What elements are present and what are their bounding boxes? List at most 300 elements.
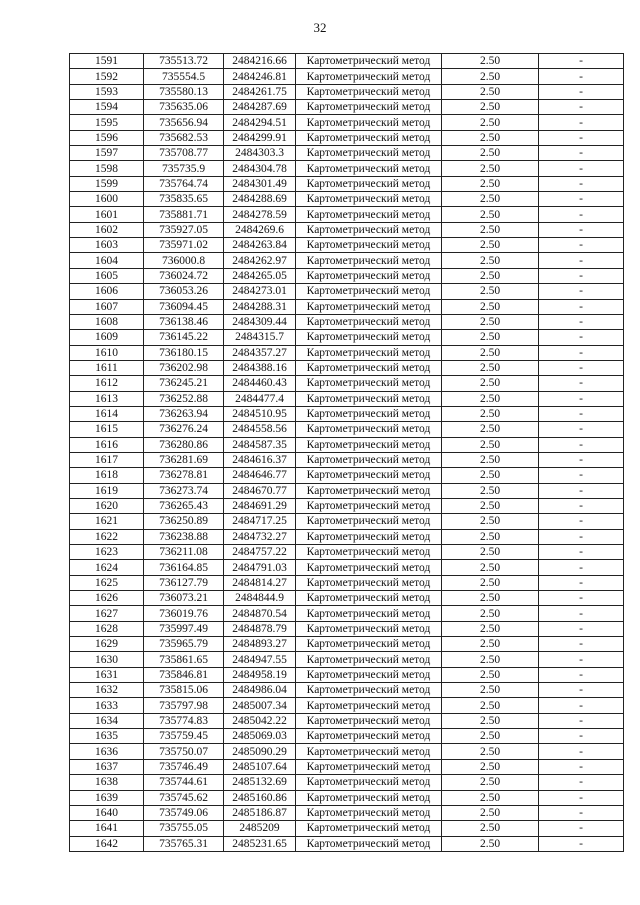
note-cell: -: [539, 146, 624, 161]
table-row: [70, 713, 624, 728]
note-cell: -: [539, 268, 624, 283]
note-cell: -: [539, 314, 624, 329]
method-cell: Картометрический метод: [296, 299, 442, 314]
point-number-cell: 1623: [70, 545, 144, 560]
point-number-cell: 1598: [70, 161, 144, 176]
y-coordinate-cell: 2484216.66: [224, 54, 296, 69]
table-row: [70, 652, 624, 667]
y-coordinate-cell: 2485132.69: [224, 775, 296, 790]
point-number-cell: 1618: [70, 468, 144, 483]
y-coordinate-cell: 2485209: [224, 821, 296, 836]
method-cell: Картометрический метод: [296, 606, 442, 621]
y-coordinate-cell: 2484510.95: [224, 406, 296, 421]
table-row: [70, 468, 624, 483]
accuracy-cell: 2.50: [442, 606, 539, 621]
point-number-cell: 1603: [70, 238, 144, 253]
point-number-cell: 1625: [70, 575, 144, 590]
table-row: [70, 667, 624, 682]
note-cell: -: [539, 161, 624, 176]
y-coordinate-cell: 2484587.35: [224, 437, 296, 452]
point-number-cell: 1619: [70, 483, 144, 498]
accuracy-cell: 2.50: [442, 299, 539, 314]
method-cell: Картометрический метод: [296, 468, 442, 483]
y-coordinate-cell: 2484670.77: [224, 483, 296, 498]
method-cell: Картометрический метод: [296, 284, 442, 299]
method-cell: Картометрический метод: [296, 54, 442, 69]
table-row: [70, 452, 624, 467]
point-number-cell: 1632: [70, 683, 144, 698]
y-coordinate-cell: 2485090.29: [224, 744, 296, 759]
accuracy-cell: 2.50: [442, 176, 539, 191]
accuracy-cell: 2.50: [442, 391, 539, 406]
x-coordinate-cell: 735682.53: [144, 130, 224, 145]
y-coordinate-cell: 2484460.43: [224, 376, 296, 391]
x-coordinate-cell: 735755.05: [144, 821, 224, 836]
method-cell: Картометрический метод: [296, 130, 442, 145]
y-coordinate-cell: 2484947.55: [224, 652, 296, 667]
accuracy-cell: 2.50: [442, 54, 539, 69]
note-cell: -: [539, 514, 624, 529]
point-number-cell: 1591: [70, 54, 144, 69]
x-coordinate-cell: 735708.77: [144, 146, 224, 161]
table-row: [70, 299, 624, 314]
table-row: [70, 759, 624, 774]
x-coordinate-cell: 736164.85: [144, 560, 224, 575]
note-cell: -: [539, 744, 624, 759]
note-cell: -: [539, 498, 624, 513]
table-row: [70, 115, 624, 130]
y-coordinate-cell: 2485186.87: [224, 805, 296, 820]
method-cell: Картометрический метод: [296, 161, 442, 176]
note-cell: -: [539, 560, 624, 575]
accuracy-cell: 2.50: [442, 360, 539, 375]
table-row: [70, 437, 624, 452]
note-cell: -: [539, 192, 624, 207]
y-coordinate-cell: 2484757.22: [224, 545, 296, 560]
accuracy-cell: 2.50: [442, 775, 539, 790]
note-cell: -: [539, 713, 624, 728]
x-coordinate-cell: 735774.83: [144, 713, 224, 728]
method-cell: Картометрический метод: [296, 698, 442, 713]
point-number-cell: 1592: [70, 69, 144, 84]
x-coordinate-cell: 736094.45: [144, 299, 224, 314]
x-coordinate-cell: 735971.02: [144, 238, 224, 253]
method-cell: Картометрический метод: [296, 192, 442, 207]
method-cell: Картометрический метод: [296, 69, 442, 84]
x-coordinate-cell: 736180.15: [144, 345, 224, 360]
accuracy-cell: 2.50: [442, 821, 539, 836]
accuracy-cell: 2.50: [442, 268, 539, 283]
table-row: [70, 100, 624, 115]
x-coordinate-cell: 736273.74: [144, 483, 224, 498]
point-number-cell: 1635: [70, 729, 144, 744]
accuracy-cell: 2.50: [442, 376, 539, 391]
y-coordinate-cell: 2484309.44: [224, 314, 296, 329]
method-cell: Картометрический метод: [296, 330, 442, 345]
note-cell: -: [539, 406, 624, 421]
point-number-cell: 1593: [70, 84, 144, 99]
y-coordinate-cell: 2485107.64: [224, 759, 296, 774]
method-cell: Картометрический метод: [296, 222, 442, 237]
point-number-cell: 1613: [70, 391, 144, 406]
accuracy-cell: 2.50: [442, 836, 539, 851]
accuracy-cell: 2.50: [442, 238, 539, 253]
x-coordinate-cell: 736265.43: [144, 498, 224, 513]
point-number-cell: 1638: [70, 775, 144, 790]
accuracy-cell: 2.50: [442, 253, 539, 268]
note-cell: -: [539, 575, 624, 590]
point-number-cell: 1600: [70, 192, 144, 207]
note-cell: -: [539, 238, 624, 253]
table-row: [70, 84, 624, 99]
x-coordinate-cell: 735745.62: [144, 790, 224, 805]
point-number-cell: 1601: [70, 207, 144, 222]
table-row: [70, 146, 624, 161]
note-cell: -: [539, 130, 624, 145]
x-coordinate-cell: 736276.24: [144, 422, 224, 437]
method-cell: Картометрический метод: [296, 713, 442, 728]
table-row: [70, 422, 624, 437]
method-cell: Картометрический метод: [296, 637, 442, 652]
method-cell: Картометрический метод: [296, 207, 442, 222]
note-cell: -: [539, 222, 624, 237]
accuracy-cell: 2.50: [442, 161, 539, 176]
method-cell: Картометрический метод: [296, 253, 442, 268]
accuracy-cell: 2.50: [442, 591, 539, 606]
x-coordinate-cell: 736245.21: [144, 376, 224, 391]
accuracy-cell: 2.50: [442, 314, 539, 329]
method-cell: Картометрический метод: [296, 345, 442, 360]
note-cell: -: [539, 729, 624, 744]
x-coordinate-cell: 736000.8: [144, 253, 224, 268]
note-cell: -: [539, 253, 624, 268]
point-number-cell: 1639: [70, 790, 144, 805]
point-number-cell: 1628: [70, 621, 144, 636]
note-cell: -: [539, 529, 624, 544]
y-coordinate-cell: 2484294.51: [224, 115, 296, 130]
table-row: [70, 130, 624, 145]
method-cell: Картометрический метод: [296, 238, 442, 253]
table-row: [70, 775, 624, 790]
accuracy-cell: 2.50: [442, 452, 539, 467]
y-coordinate-cell: 2484261.75: [224, 84, 296, 99]
point-number-cell: 1607: [70, 299, 144, 314]
method-cell: Картометрический метод: [296, 744, 442, 759]
accuracy-cell: 2.50: [442, 545, 539, 560]
accuracy-cell: 2.50: [442, 222, 539, 237]
table-row: [70, 744, 624, 759]
y-coordinate-cell: 2484986.04: [224, 683, 296, 698]
method-cell: Картометрический метод: [296, 545, 442, 560]
note-cell: -: [539, 207, 624, 222]
point-number-cell: 1615: [70, 422, 144, 437]
x-coordinate-cell: 735881.71: [144, 207, 224, 222]
point-number-cell: 1634: [70, 713, 144, 728]
y-coordinate-cell: 2484269.6: [224, 222, 296, 237]
y-coordinate-cell: 2484878.79: [224, 621, 296, 636]
method-cell: Картометрический метод: [296, 652, 442, 667]
point-number-cell: 1630: [70, 652, 144, 667]
note-cell: -: [539, 115, 624, 130]
accuracy-cell: 2.50: [442, 498, 539, 513]
accuracy-cell: 2.50: [442, 560, 539, 575]
point-number-cell: 1627: [70, 606, 144, 621]
point-number-cell: 1642: [70, 836, 144, 851]
accuracy-cell: 2.50: [442, 575, 539, 590]
y-coordinate-cell: 2484303.3: [224, 146, 296, 161]
note-cell: -: [539, 759, 624, 774]
method-cell: Картометрический метод: [296, 575, 442, 590]
y-coordinate-cell: 2484893.27: [224, 637, 296, 652]
table-row: [70, 514, 624, 529]
table-row: [70, 821, 624, 836]
point-number-cell: 1629: [70, 637, 144, 652]
point-number-cell: 1640: [70, 805, 144, 820]
x-coordinate-cell: 735797.98: [144, 698, 224, 713]
point-number-cell: 1620: [70, 498, 144, 513]
y-coordinate-cell: 2484288.31: [224, 299, 296, 314]
accuracy-cell: 2.50: [442, 652, 539, 667]
method-cell: Картометрический метод: [296, 84, 442, 99]
note-cell: -: [539, 360, 624, 375]
method-cell: Картометрический метод: [296, 376, 442, 391]
accuracy-cell: 2.50: [442, 284, 539, 299]
x-coordinate-cell: 735765.31: [144, 836, 224, 851]
table-row: [70, 483, 624, 498]
note-cell: -: [539, 606, 624, 621]
table-row: [70, 621, 624, 636]
y-coordinate-cell: 2484791.03: [224, 560, 296, 575]
note-cell: -: [539, 698, 624, 713]
x-coordinate-cell: 736252.88: [144, 391, 224, 406]
note-cell: -: [539, 621, 624, 636]
x-coordinate-cell: 736127.79: [144, 575, 224, 590]
table-row: [70, 192, 624, 207]
x-coordinate-cell: 735764.74: [144, 176, 224, 191]
note-cell: -: [539, 775, 624, 790]
table-row: [70, 54, 624, 69]
point-number-cell: 1608: [70, 314, 144, 329]
table-row: [70, 683, 624, 698]
point-number-cell: 1617: [70, 452, 144, 467]
y-coordinate-cell: 2484304.78: [224, 161, 296, 176]
accuracy-cell: 2.50: [442, 69, 539, 84]
accuracy-cell: 2.50: [442, 729, 539, 744]
y-coordinate-cell: 2484315.7: [224, 330, 296, 345]
point-number-cell: 1596: [70, 130, 144, 145]
y-coordinate-cell: 2484717.25: [224, 514, 296, 529]
table-row: [70, 560, 624, 575]
method-cell: Картометрический метод: [296, 391, 442, 406]
method-cell: Картометрический метод: [296, 591, 442, 606]
method-cell: Картометрический метод: [296, 100, 442, 115]
accuracy-cell: 2.50: [442, 345, 539, 360]
accuracy-cell: 2.50: [442, 130, 539, 145]
x-coordinate-cell: 736019.76: [144, 606, 224, 621]
table-row: [70, 222, 624, 237]
table-row: [70, 836, 624, 851]
method-cell: Картометрический метод: [296, 452, 442, 467]
x-coordinate-cell: 736250.89: [144, 514, 224, 529]
note-cell: -: [539, 422, 624, 437]
accuracy-cell: 2.50: [442, 667, 539, 682]
method-cell: Картометрический метод: [296, 790, 442, 805]
accuracy-cell: 2.50: [442, 683, 539, 698]
y-coordinate-cell: 2484262.97: [224, 253, 296, 268]
table-row: [70, 498, 624, 513]
x-coordinate-cell: 736138.46: [144, 314, 224, 329]
table-row: [70, 207, 624, 222]
x-coordinate-cell: 735635.06: [144, 100, 224, 115]
note-cell: -: [539, 345, 624, 360]
table-row: [70, 253, 624, 268]
accuracy-cell: 2.50: [442, 529, 539, 544]
point-number-cell: 1633: [70, 698, 144, 713]
method-cell: Картометрический метод: [296, 422, 442, 437]
accuracy-cell: 2.50: [442, 468, 539, 483]
table-row: [70, 529, 624, 544]
method-cell: Картометрический метод: [296, 529, 442, 544]
x-coordinate-cell: 735815.06: [144, 683, 224, 698]
method-cell: Картометрический метод: [296, 146, 442, 161]
x-coordinate-cell: 736238.88: [144, 529, 224, 544]
y-coordinate-cell: 2485160.86: [224, 790, 296, 805]
method-cell: Картометрический метод: [296, 805, 442, 820]
x-coordinate-cell: 736202.98: [144, 360, 224, 375]
note-cell: -: [539, 84, 624, 99]
accuracy-cell: 2.50: [442, 790, 539, 805]
point-number-cell: 1599: [70, 176, 144, 191]
point-number-cell: 1606: [70, 284, 144, 299]
table-row: [70, 284, 624, 299]
point-number-cell: 1609: [70, 330, 144, 345]
accuracy-cell: 2.50: [442, 621, 539, 636]
method-cell: Картометрический метод: [296, 437, 442, 452]
accuracy-cell: 2.50: [442, 192, 539, 207]
note-cell: -: [539, 790, 624, 805]
note-cell: -: [539, 54, 624, 69]
y-coordinate-cell: 2484278.59: [224, 207, 296, 222]
note-cell: -: [539, 330, 624, 345]
note-cell: -: [539, 821, 624, 836]
method-cell: Картометрический метод: [296, 498, 442, 513]
y-coordinate-cell: 2484265.05: [224, 268, 296, 283]
page-number: 32: [313, 20, 327, 35]
y-coordinate-cell: 2485231.65: [224, 836, 296, 851]
x-coordinate-cell: 735965.79: [144, 637, 224, 652]
method-cell: Картометрический метод: [296, 360, 442, 375]
y-coordinate-cell: 2485069.03: [224, 729, 296, 744]
accuracy-cell: 2.50: [442, 330, 539, 345]
y-coordinate-cell: 2485007.34: [224, 698, 296, 713]
table-row: [70, 575, 624, 590]
point-number-cell: 1610: [70, 345, 144, 360]
method-cell: Картометрический метод: [296, 821, 442, 836]
x-coordinate-cell: 736145.22: [144, 330, 224, 345]
point-number-cell: 1637: [70, 759, 144, 774]
point-number-cell: 1594: [70, 100, 144, 115]
table-row: [70, 606, 624, 621]
table-row: [70, 637, 624, 652]
note-cell: -: [539, 637, 624, 652]
point-number-cell: 1616: [70, 437, 144, 452]
method-cell: Картометрический метод: [296, 621, 442, 636]
x-coordinate-cell: 736024.72: [144, 268, 224, 283]
x-coordinate-cell: 735846.81: [144, 667, 224, 682]
accuracy-cell: 2.50: [442, 713, 539, 728]
note-cell: -: [539, 376, 624, 391]
accuracy-cell: 2.50: [442, 744, 539, 759]
accuracy-cell: 2.50: [442, 422, 539, 437]
table-row: [70, 238, 624, 253]
y-coordinate-cell: 2484870.54: [224, 606, 296, 621]
point-number-cell: 1612: [70, 376, 144, 391]
point-number-cell: 1626: [70, 591, 144, 606]
method-cell: Картометрический метод: [296, 729, 442, 744]
x-coordinate-cell: 735750.07: [144, 744, 224, 759]
method-cell: Картометрический метод: [296, 514, 442, 529]
accuracy-cell: 2.50: [442, 514, 539, 529]
x-coordinate-cell: 736278.81: [144, 468, 224, 483]
x-coordinate-cell: 735749.06: [144, 805, 224, 820]
table-row: [70, 545, 624, 560]
accuracy-cell: 2.50: [442, 84, 539, 99]
point-number-cell: 1631: [70, 667, 144, 682]
y-coordinate-cell: 2484263.84: [224, 238, 296, 253]
note-cell: -: [539, 483, 624, 498]
table-row: [70, 376, 624, 391]
x-coordinate-cell: 735735.9: [144, 161, 224, 176]
y-coordinate-cell: 2484288.69: [224, 192, 296, 207]
point-number-cell: 1611: [70, 360, 144, 375]
method-cell: Картометрический метод: [296, 176, 442, 191]
x-coordinate-cell: 735927.05: [144, 222, 224, 237]
point-number-cell: 1636: [70, 744, 144, 759]
table-row: [70, 805, 624, 820]
y-coordinate-cell: 2484301.49: [224, 176, 296, 191]
note-cell: -: [539, 100, 624, 115]
y-coordinate-cell: 2484814.27: [224, 575, 296, 590]
table-row: [70, 698, 624, 713]
y-coordinate-cell: 2484388.16: [224, 360, 296, 375]
note-cell: -: [539, 299, 624, 314]
method-cell: Картометрический метод: [296, 560, 442, 575]
x-coordinate-cell: 736073.21: [144, 591, 224, 606]
note-cell: -: [539, 437, 624, 452]
method-cell: Картометрический метод: [296, 667, 442, 682]
y-coordinate-cell: 2484246.81: [224, 69, 296, 84]
y-coordinate-cell: 2484732.27: [224, 529, 296, 544]
y-coordinate-cell: 2484844.9: [224, 591, 296, 606]
y-coordinate-cell: 2484616.37: [224, 452, 296, 467]
note-cell: -: [539, 683, 624, 698]
accuracy-cell: 2.50: [442, 146, 539, 161]
x-coordinate-cell: 735997.49: [144, 621, 224, 636]
point-number-cell: 1622: [70, 529, 144, 544]
y-coordinate-cell: 2484558.56: [224, 422, 296, 437]
accuracy-cell: 2.50: [442, 637, 539, 652]
x-coordinate-cell: 735759.45: [144, 729, 224, 744]
x-coordinate-cell: 735746.49: [144, 759, 224, 774]
note-cell: -: [539, 805, 624, 820]
x-coordinate-cell: 736211.08: [144, 545, 224, 560]
table-row: [70, 330, 624, 345]
table-row: [70, 729, 624, 744]
note-cell: -: [539, 591, 624, 606]
accuracy-cell: 2.50: [442, 759, 539, 774]
y-coordinate-cell: 2484646.77: [224, 468, 296, 483]
method-cell: Картометрический метод: [296, 268, 442, 283]
